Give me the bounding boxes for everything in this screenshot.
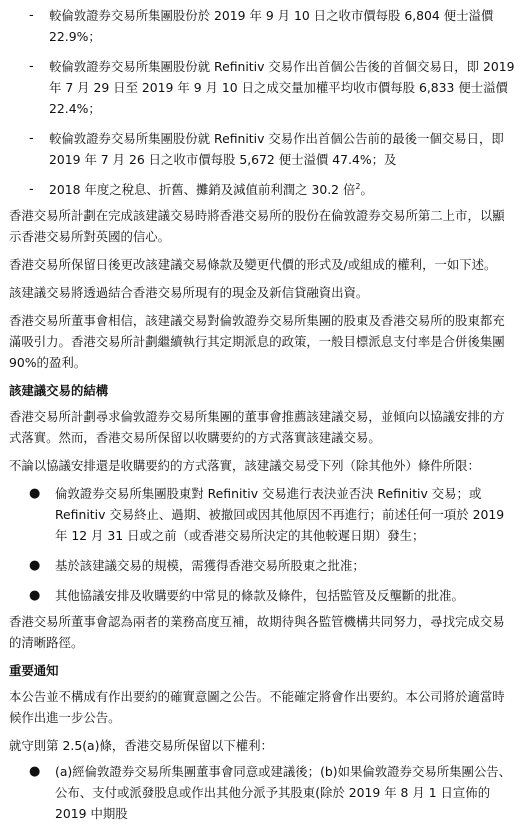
list-item <box>9 483 515 546</box>
bullet-text <box>49 179 515 200</box>
section-heading-notice: 重要通知 <box>9 663 59 678</box>
list-item <box>9 128 515 170</box>
bullet-dot-icon: ● <box>29 764 41 779</box>
dash-bullet-icon: - <box>29 182 34 197</box>
list-item <box>9 5 515 47</box>
list-item <box>9 585 515 606</box>
paragraph-secondary-listing: 香港交易所計劃在完成該建議交易時將香港交易所的股份在倫敦證券交易所第二上市，以顯示香港交易所對英國的信心。 <box>9 208 505 244</box>
list-item <box>9 56 515 119</box>
paragraph-rule-reserve: 就守則第 2.5(a)條，香港交易所保留以下權利： <box>9 738 273 753</box>
bullet-text: 倫敦證券交易所集團股東對 Refinitiv 交易進行表決並否決 Refinitiv 交易；或 Refinitiv 交易終止、過期、被撤回或因其他原因不再進行；前述任何一項於 2019 年 12 月 31 日或之前（或香港交易所決定的其他較遲日期）發生； <box>55 486 505 543</box>
section-heading-structure: 該建議交易的結構 <box>9 383 109 398</box>
bullet-text: (a)經倫敦證券交易所集團董事會同意或建議後；(b)如果倫敦證券交易所集團公告、公布、支付或派發股息或作出其他分派予其股東(除於 2019 年 8 月 1 日宣佈的 2019 中期股 <box>55 764 512 821</box>
footnote-ref: 2 <box>355 181 361 191</box>
bullet-text-tail: 。 <box>360 182 373 197</box>
list-item <box>9 555 515 576</box>
bullet-text: 較倫敦證券交易所集團股份就 Refinitiv 交易作出首個公告前的最後一個交易日，即 2019 年 7 月 26 日之收市價每股 5,672 便士溢價 47.4%；及 <box>49 131 504 167</box>
paragraph-notice: 本公告並不構成有作出要約的確實意圖之公告。不能確定將會作出要約。本公司將於適當時候作出進一步公告。 <box>9 689 505 725</box>
bullet-text: 基於該建議交易的規模，需獲得香港交易所股東之批准； <box>55 558 365 573</box>
list-item <box>9 179 515 200</box>
paragraph-structure: 香港交易所計劃尋求倫敦證券交易所集團的董事會推薦該建議交易，並傾向以協議安排的方式落實。然而，香港交易所保留以收購要約的方式落實該建議交易。 <box>9 409 505 445</box>
paragraph-board-belief: 香港交易所董事會相信，該建議交易對倫敦證券交易所集團的股東及香港交易所的股東都充滿吸引力。香港交易所計劃繼續執行其定期派息的政策，一般目標派息支付率是合併後集團 90%的盈利。 <box>9 313 505 370</box>
dash-bullet-icon: - <box>29 131 34 146</box>
paragraph-funding: 該建議交易將透過結合香港交易所現有的現金及新信貸融資出資。 <box>9 285 369 300</box>
paragraph-board-view: 香港交易所董事會認為兩者的業務高度互補，故期待與各監管機構共同努力，尋找完成交易的清晰路徑。 <box>9 614 505 650</box>
bullet-dot-icon: ● <box>29 558 41 573</box>
paragraph-reserve-right: 香港交易所保留日後更改該建議交易條款及變更代價的形式及/或組成的權利，一如下述。 <box>9 257 497 272</box>
list-item <box>9 761 515 824</box>
paragraph-conditions: 不論以協議安排還是收購要約的方式落實，該建議交易受下列（除其他外）條件所限： <box>9 458 480 473</box>
bullet-text: 較倫敦證券交易所集團股份於 2019 年 9 月 10 日之收市價每股 6,804 便士溢價 22.9%； <box>49 8 494 44</box>
bullet-dot-icon: ● <box>29 588 41 603</box>
bullet-dot-icon: ● <box>29 486 41 501</box>
dash-bullet-icon: - <box>29 59 34 74</box>
bullet-text: 較倫敦證券交易所集團股份就 Refinitiv 交易作出首個公告後的首個交易日，即 2019 年 7 月 29 日至 2019 年 9 月 10 日之成交量加權平均收市價每股 6,833 便士溢價 22.4%； <box>49 59 515 116</box>
dash-bullet-icon: - <box>29 8 34 23</box>
bullet-text-body: 2018 年度之稅息、折舊、攤銷及減值前利潤之 30.2 倍 <box>49 182 356 197</box>
bullet-text: 其他協議安排及收購要約中常見的條款及條件，包括監管及反壟斷的批准。 <box>55 588 464 603</box>
